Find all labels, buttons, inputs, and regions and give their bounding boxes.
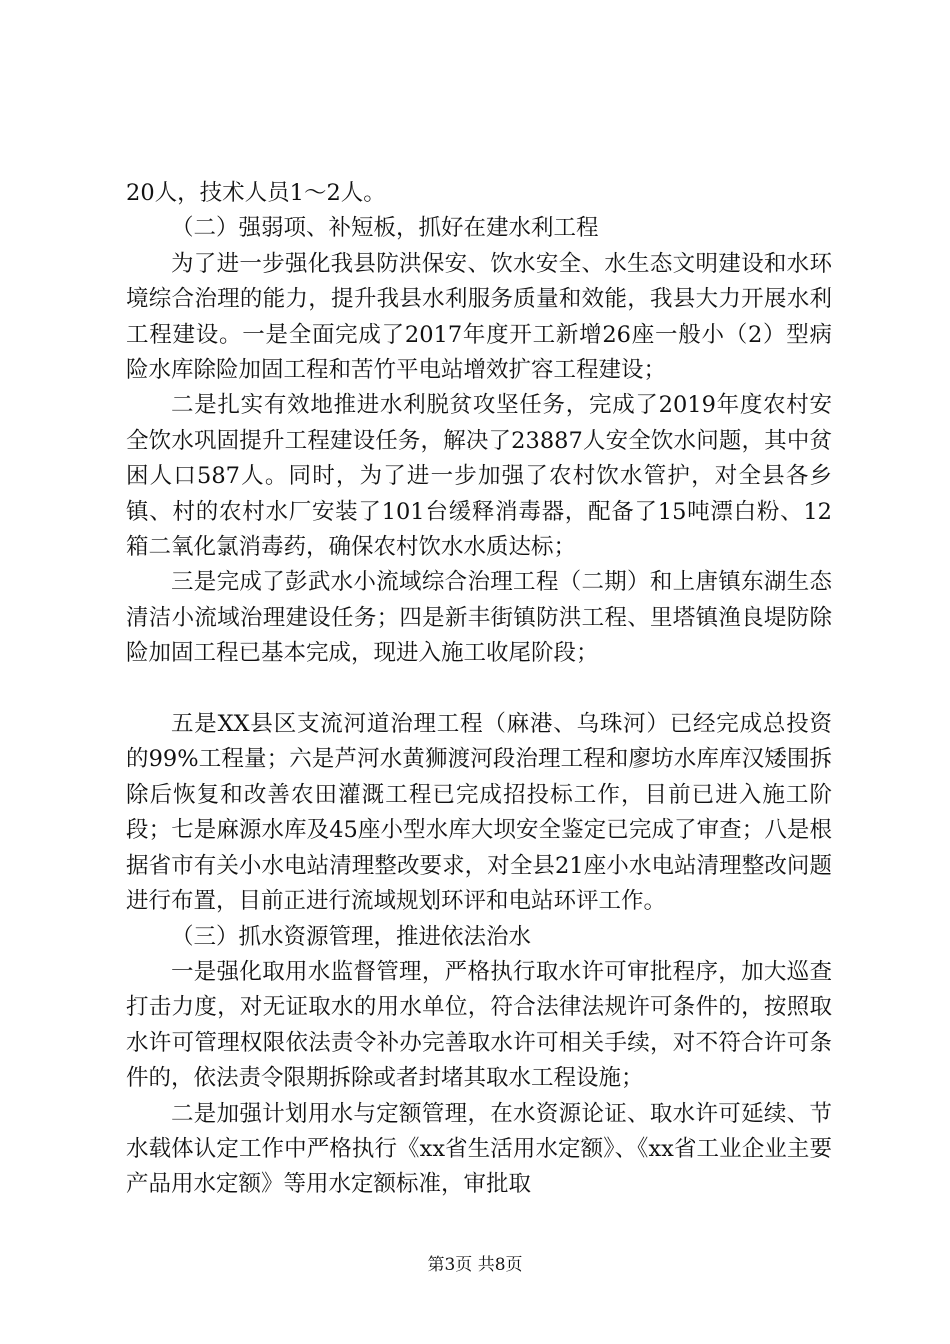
paragraph-continuation: 20人，技术人员1～2人。 (126, 180, 386, 206)
page-number-footer: 第3页 共8页 (427, 1255, 523, 1275)
document-body (126, 176, 832, 1203)
section-heading-2: （二）强弱项、补短板，抓好在建水利工程 (171, 215, 599, 242)
paragraph-water-projects: 为了进一步强化我县防洪保安、饮水安全、水生态文明建设和水环境综合治理的能力，提升我县水利服务质量和效能，我县大力开展水利工程建设。一是全面完成了2017年度开工新增26座一般小（2）型病险水库除险加固工程和苦竹平电站增效扩容工程建设； (126, 250, 832, 384)
section-heading-3: （三）抓水资源管理，推进依法治水 (171, 923, 532, 950)
paragraph-water-permits: 一是强化取用水监督管理，严格执行取水许可审批程序，加大巡查打击力度，对无证取水的用水单位，符合法律法规许可条件的，按照取水许可管理权限依法责令补办完善取水许可相关手续，对不符合许可条件的，依法责令限期拆除或者封堵其取水工程设施； (126, 958, 832, 1092)
paragraph-watershed: 三是完成了彭武水小流域综合治理工程（二期）和上唐镇东湖生态清洁小流域治理建设任务；四是新丰街镇防洪工程、里塔镇渔良堤防除险加固工程已基本完成，现进入施工收尾阶段； (126, 569, 832, 667)
paragraph-quota-management: 二是加强计划用水与定额管理，在水资源论证、取水许可延续、节水载体认定工作中严格执行《xx省生活用水定额》、《xx省工业企业主要产品用水定额》等用水定额标准，审批取 (126, 1100, 832, 1198)
paragraph-drinking-water: 二是扎实有效地推进水利脱贫攻坚任务，完成了2019年度农村安全饮水巩固提升工程建设任务，解决了23887人安全饮水问题，其中贫困人口587人。同时，为了进一步加强了农村饮水管护，对全县各乡镇、村的农村水厂安装了101台缓释消毒器，配备了15吨漂白粉、12箱二氧化氯消毒药，确保农村饮水水质达标； (126, 392, 832, 561)
paragraph-river-governance: 五是XX县区支流河道治理工程（麻港、乌珠河）已经完成总投资的99%工程量；六是芦河水黄狮渡河段治理工程和廖坊水库库汉矮围拆除后恢复和改善农田灌溉工程已完成招投标工作，目前已进入施工阶段；七是麻源水库及45座小型水库大坝安全鉴定已完成了审查；八是根据省市有关小水电站清理整改要求，对全县21座小水电站清理整改问题进行布置，目前正进行流域规划环评和电站环评工作。 (126, 711, 832, 915)
paragraph-gap (126, 672, 832, 707)
